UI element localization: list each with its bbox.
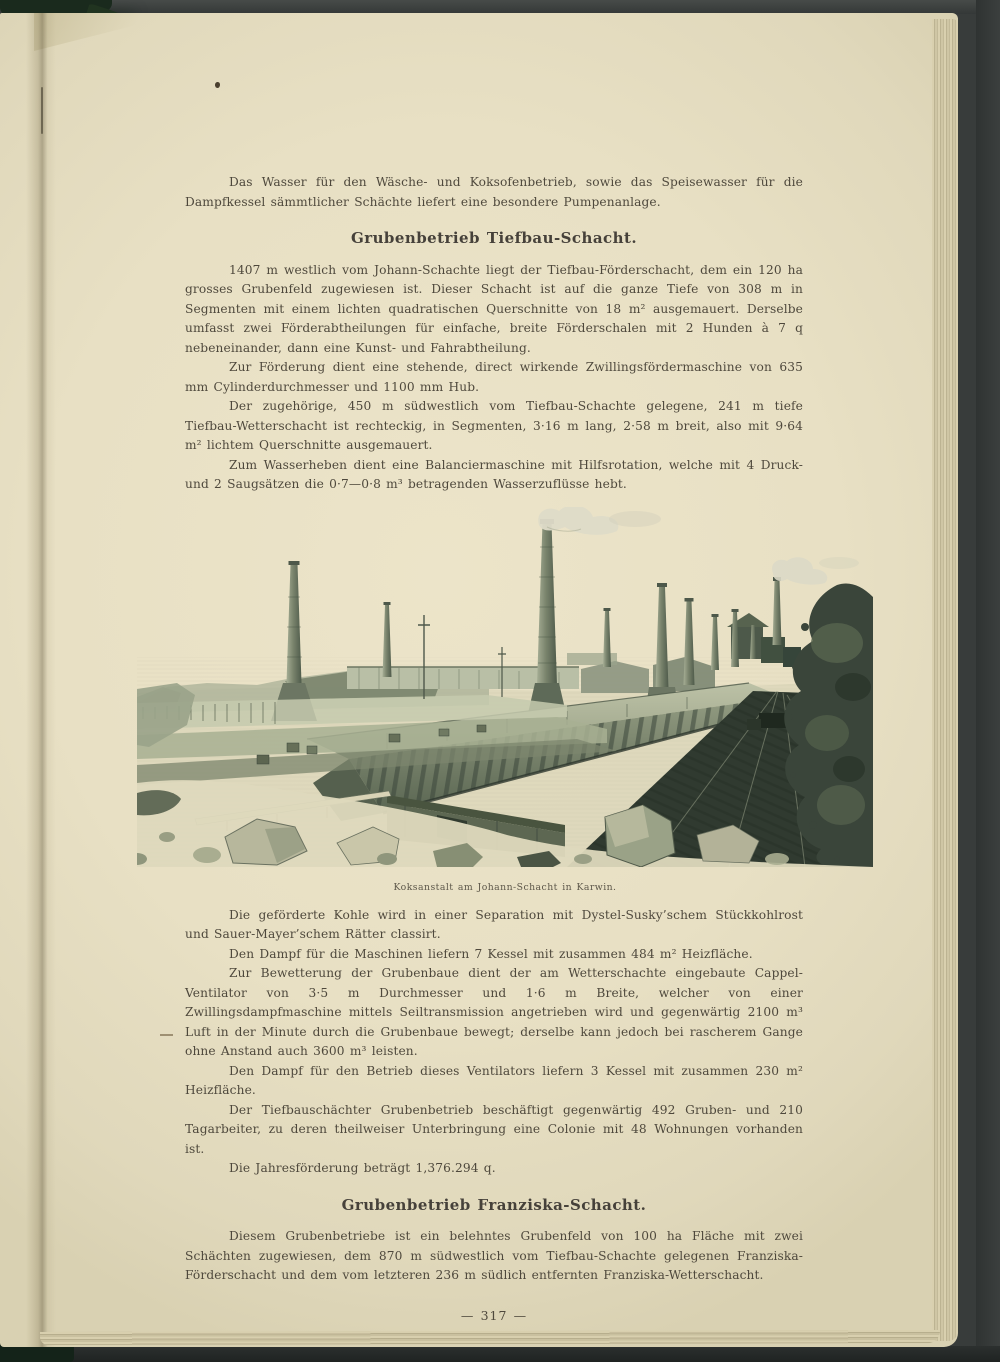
paragraph: Die Jahresförderung beträgt 1,376.294 q. xyxy=(229,1161,496,1175)
chimney xyxy=(711,614,719,670)
page-number: — 317 — xyxy=(460,1307,528,1323)
page-gutter-crease xyxy=(26,13,56,1347)
scan-top-band xyxy=(0,0,1000,14)
smoke-plumes xyxy=(538,507,859,585)
chimney-smoking xyxy=(773,577,782,645)
chimney xyxy=(383,602,392,677)
chimney xyxy=(684,598,695,685)
paragraph: Der Tiefbauschächter Grubenbetrieb beschäftigt gegenwärtig 492 Gruben- und 210 Tagarbeiter, zu deren theilweiser Unterbringung eine Colonie mit 48 Wohnungen vorhanden ist. xyxy=(185,1102,803,1156)
paragraph: Zur Bewetterung der Grubenbaue dient der am Wetterschachte eingebaute Cappel-Ventilator von 3·5 m Durchmesser und 1·6 m Breite, welcher von einer Zwillingsdampfmaschine mittels Seiltransmission angetrieben wird und gegenwärtig 2100 m³ Luft in der Minute durch die Grubenbaue bewegt; derselbe kann jedoch bei rascherem Gange ohne Anstand auch 3600 m³ leisten. xyxy=(185,966,803,1058)
paragraph: 1407 m westlich vom Johann-Schachte liegt der Tiefbau-Förderschacht, dem ein 120 ha grosses Grubenfeld zugewiesen ist. Dieser Schacht ist auf die ganze Tiefe von 308 m in Segmenten mit einem lichten quadratischen Querschnitte von 18 m² ausgemauert. Derselbe umfasst zwei Förderabtheilungen für einfache, breite Förderschalen mit 2 Hunden à 7 q nebeneinander, dann eine Kunst- und Fahrabtheilung. xyxy=(185,262,803,355)
paragraph: Diesem Grubenbetriebe ist ein belehntes Grubenfeld von 100 ha Fläche mit zwei Schächten zugewiesen, dem 870 m südwestlich vom Tiefbau-Schachte gelegenen Franziska-Förderschacht und dem vom letzteren 236 m südlich entfernten Franziska-Wetterschacht. xyxy=(185,1229,803,1282)
paragraph-opening: Das Wasser für den Wäsche- und Koksofenbetrieb, sowie das Speisewasser für die Dampfkessel sämmtlicher Schächte liefert eine besondere Pumpenanlage. xyxy=(185,175,803,209)
page-edge-stack-bottom xyxy=(40,1330,940,1345)
binding-thread xyxy=(41,87,43,134)
paragraph: Zum Wasserheben dient eine Balanciermaschine mit Hilfsrotation, welche mit 4 Druck- und 2 Saugsätzen die 0·7—0·8 m³ betragenden Wasserzuflüsse hebt. xyxy=(185,457,803,491)
book-page xyxy=(0,13,958,1347)
section-heading-franziska: Grubenbetrieb Franziska-Schacht. xyxy=(341,1195,647,1214)
page-text-column xyxy=(185,173,803,1325)
margin-pencil-mark xyxy=(160,1034,173,1036)
page-corner-fold xyxy=(34,13,184,51)
scan-right-band xyxy=(976,0,1000,1362)
page-edge-stack-right xyxy=(932,19,958,1341)
illustration-figure xyxy=(137,507,873,898)
chimney xyxy=(603,608,611,667)
ink-speck xyxy=(215,82,220,88)
paragraph: Den Dampf für den Betrieb dieses Ventilators liefern 3 Kessel mit zusammen 230 m² Heizfläche. xyxy=(185,1063,803,1097)
paragraph: Der zugehörige, 450 m südwestlich vom Tiefbau-Schachte gelegene, 241 m tiefe Tiefbau-Wetterschacht ist rechteckig, in Segmenten, 3·16 m lang, 2·58 m breit, also mit 9·64 m² lichtem Querschnitte ausgemauert. xyxy=(185,399,803,452)
coking-plant-etching xyxy=(137,507,873,867)
paragraph: Die geförderte Kohle wird in einer Separation mit Dystel-Susky’schem Stückkohlrost und Sauer-Mayer’schem Rätter classirt. xyxy=(185,907,803,941)
scan-bottom-band xyxy=(0,1346,1000,1362)
paragraph: Den Dampf für die Maschinen liefern 7 Kessel mit zusammen 484 m² Heizfläche. xyxy=(229,946,753,961)
chimney xyxy=(731,609,739,667)
section-heading-tiefbau: Grubenbetrieb Tiefbau-Schacht. xyxy=(350,229,638,247)
paragraph: Zur Förderung dient eine stehende, direct wirkende Zwillingsfördermaschine von 635 mm Cylinderdurchmesser und 1100 mm Hub. xyxy=(185,360,803,394)
illustration-caption: Koksanstalt am Johann-Schacht in Karwin. xyxy=(393,882,617,893)
